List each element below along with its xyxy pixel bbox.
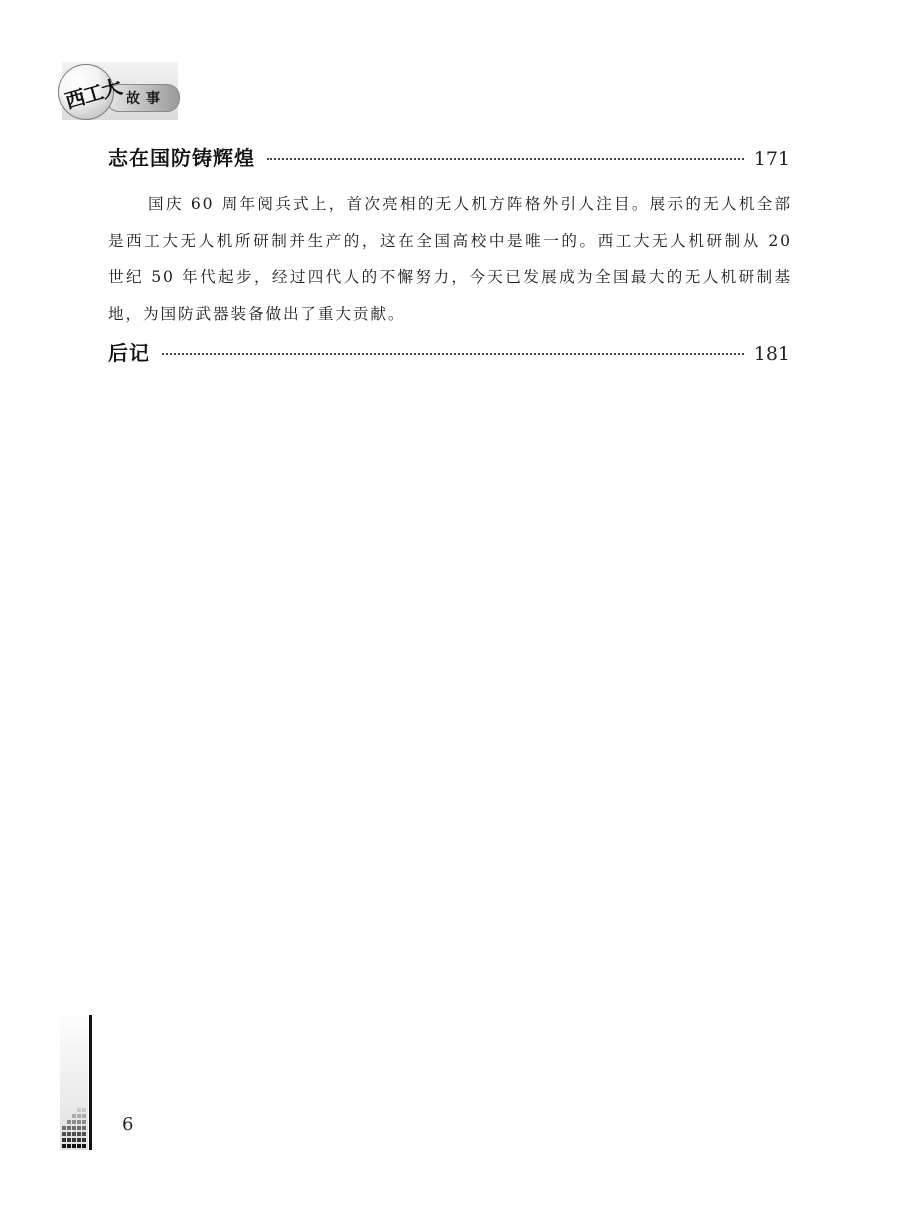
toc-entry-page: 171 (753, 148, 790, 170)
grid-square (82, 1138, 86, 1142)
grid-square (77, 1144, 81, 1148)
grid-square (82, 1114, 86, 1118)
grid-square (67, 1126, 71, 1130)
page-number: 6 (122, 1114, 134, 1135)
grid-square (77, 1132, 81, 1136)
grid-square (62, 1144, 66, 1148)
toc-entry[interactable] (108, 142, 790, 171)
grid-square (67, 1144, 71, 1148)
toc-entry-summary: 国庆 60 周年阅兵式上，首次亮相的无人机方阵格外引人注目。展示的无人机全部是西工大无人机所研制并生产的，这在全国高校中是唯一的。西工大无人机研制从 20 世纪 50 年代起步，经过四代人的不懈努力，今天已发展成为全国最大的无人机研制基地，为国防武器装备做出了重大贡献。 (108, 195, 792, 323)
toc-leader-dots (267, 158, 744, 160)
grid-square (82, 1126, 86, 1130)
grid-square (72, 1126, 76, 1130)
logo-subtitle: 故事 (126, 91, 166, 107)
footer-dot-grid-decoration (62, 1108, 88, 1150)
grid-square (72, 1120, 76, 1124)
grid-square (67, 1120, 71, 1124)
toc-entry-page: 181 (753, 343, 790, 365)
grid-square (82, 1132, 86, 1136)
toc-entry-title: 后记 (108, 341, 150, 365)
toc-entry-title: 志在国防铸辉煌 (108, 146, 255, 170)
grid-square (77, 1108, 81, 1112)
grid-square (82, 1120, 86, 1124)
footer-vertical-rule (89, 1015, 92, 1150)
grid-square (62, 1138, 66, 1142)
grid-square (72, 1144, 76, 1148)
grid-square (72, 1138, 76, 1142)
grid-square (62, 1126, 66, 1130)
toc-entry[interactable] (108, 337, 790, 366)
logo-title: 西工大 (62, 74, 124, 114)
grid-square (82, 1144, 86, 1148)
grid-square (62, 1132, 66, 1136)
book-series-logo (58, 62, 180, 122)
grid-square (67, 1138, 71, 1142)
grid-square (77, 1126, 81, 1130)
toc-leader-dots (162, 353, 744, 355)
grid-square (72, 1114, 76, 1118)
grid-square (77, 1138, 81, 1142)
grid-square (77, 1120, 81, 1124)
grid-square (72, 1132, 76, 1136)
grid-square (77, 1114, 81, 1118)
grid-square (82, 1108, 86, 1112)
grid-square (67, 1132, 71, 1136)
